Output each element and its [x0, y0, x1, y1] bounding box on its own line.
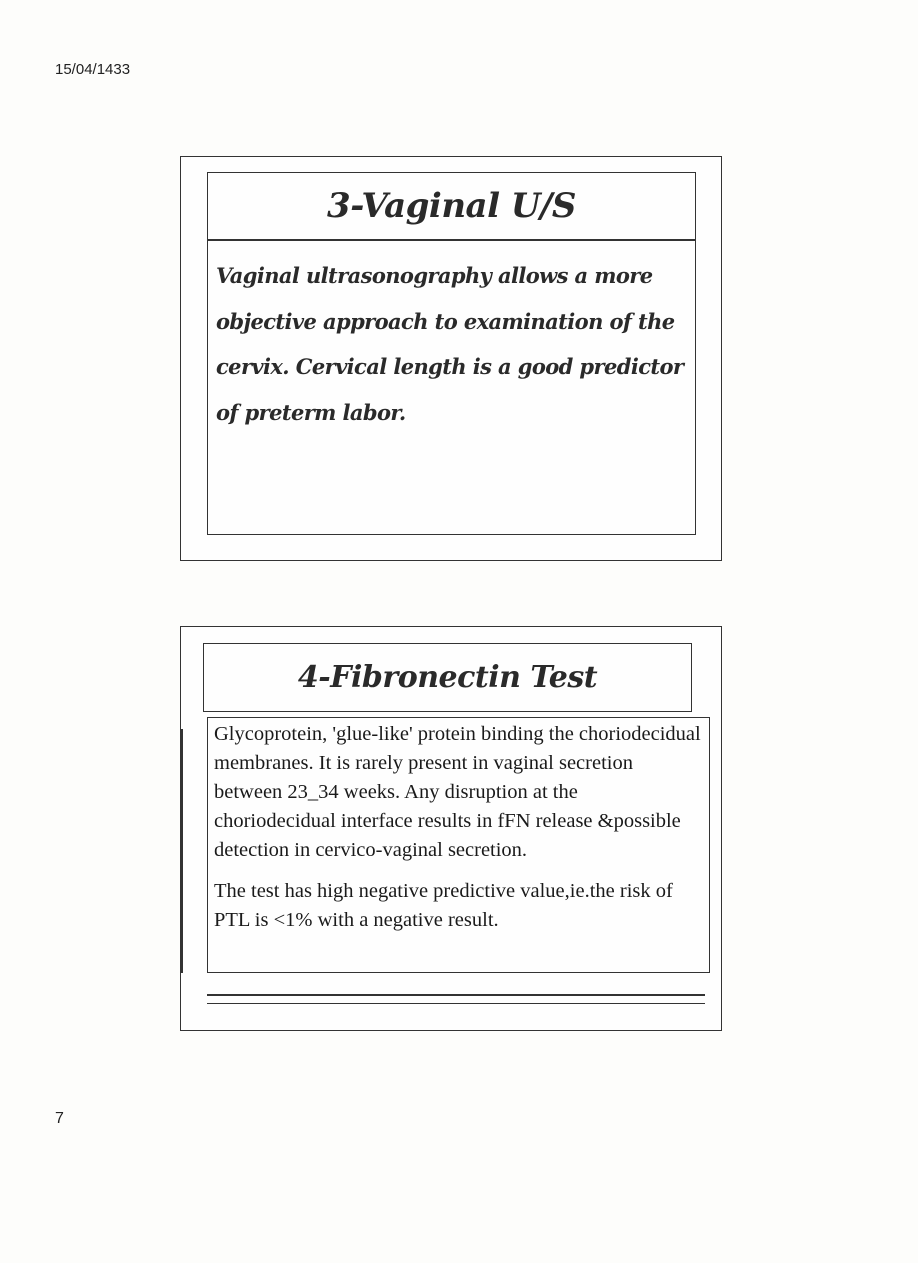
slide-title: 3-Vaginal U/S	[207, 172, 696, 240]
slide-paragraph: The test has high negative predictive value,ie.the risk of PTL is <1% with a negative result.	[214, 880, 673, 931]
slide-body	[207, 240, 696, 535]
slide-body-text: Vaginal ultrasonography allows a more objective approach to examination of the cervix. Cervical length is a good predictor of preterm labor.	[216, 263, 684, 425]
page-number: 7	[55, 1110, 64, 1127]
slide-paragraph: Glycoprotein, 'glue-like' protein binding the choriodecidual membranes. It is rarely present in vaginal secretion between 23_34 weeks. Any disruption at the choriodecidual interface results in fFN release &possible detection in cervico-vaginal secretion.	[214, 723, 701, 861]
slide-fibronectin-test	[180, 626, 722, 1031]
slide-body	[207, 717, 710, 973]
divider-line	[207, 994, 705, 996]
left-divider	[181, 729, 183, 973]
slide-title: 4-Fibronectin Test	[203, 643, 692, 712]
date-header: 15/04/1433	[55, 61, 131, 78]
slide-vaginal-us	[180, 156, 722, 561]
divider-line	[207, 1003, 705, 1004]
